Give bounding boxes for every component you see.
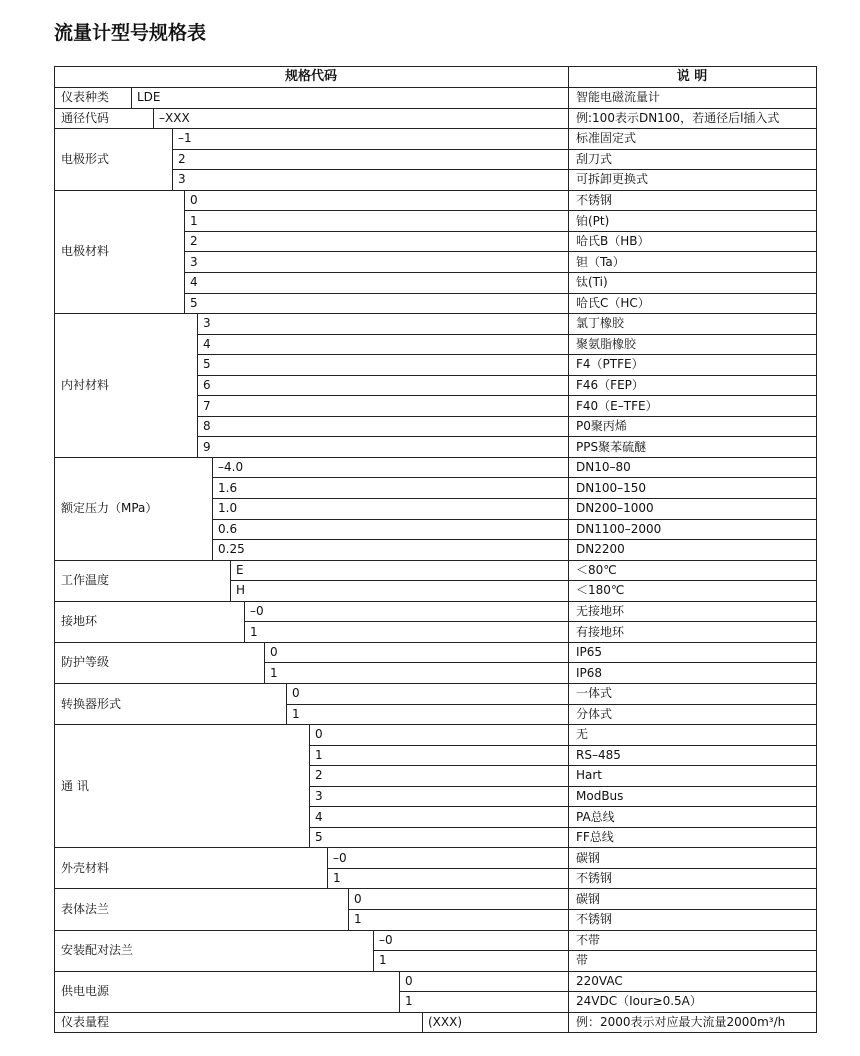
code-cell: 1: [354, 912, 362, 927]
desc-cell: DN1100–2000: [576, 521, 662, 536]
group-step-line: [212, 457, 213, 560]
item-divider: [212, 539, 817, 540]
desc-cell: F4（PTFE）: [576, 357, 644, 372]
desc-cell: IP68: [576, 665, 603, 680]
item-divider: [230, 580, 817, 581]
item-divider: [348, 909, 817, 910]
item-divider: [184, 231, 817, 232]
desc-cell: DN2200: [576, 542, 625, 557]
desc-cell: 220VAC: [576, 973, 623, 988]
header-desc-label: 说 明: [676, 68, 708, 84]
code-cell: 0: [190, 193, 198, 208]
code-cell: (XXX): [428, 1015, 463, 1030]
item-divider: [184, 210, 817, 211]
desc-cell: 钛(Ti): [576, 275, 608, 290]
code-cell: 6: [203, 377, 211, 392]
desc-cell: 不锈钢: [576, 193, 613, 208]
desc-cell: 无: [576, 727, 589, 742]
code-cell: 1.0: [218, 501, 238, 516]
row-step-line: [131, 87, 132, 108]
code-cell: H: [236, 583, 246, 598]
code-cell: –4.0: [218, 460, 244, 475]
code-cell: –0: [333, 850, 347, 865]
group-label: 表体法兰: [61, 902, 110, 916]
item-divider: [212, 519, 817, 520]
code-cell: 1: [190, 213, 198, 228]
code-cell: 3: [178, 172, 186, 187]
code-cell: 5: [190, 295, 198, 310]
group-bottom-line: [54, 560, 817, 561]
item-divider: [197, 416, 817, 417]
code-cell: 1: [379, 953, 387, 968]
code-cell: 1.6: [218, 480, 238, 495]
row-code: LDE: [137, 90, 161, 105]
desc-cell: 氯丁橡胶: [576, 316, 625, 331]
desc-cell: 可拆卸更换式: [576, 172, 649, 187]
code-cell: 0: [405, 973, 413, 988]
code-cell: 1: [292, 706, 300, 721]
code-cell: 1: [250, 624, 258, 639]
row-bottom-line: [54, 128, 817, 129]
desc-cell: 不锈钢: [576, 871, 613, 886]
code-cell: 4: [190, 275, 198, 290]
desc-cell: 刮刀式: [576, 151, 613, 166]
item-divider: [264, 662, 817, 663]
code-cell: 4: [315, 809, 323, 824]
desc-cell: RS–485: [576, 747, 621, 762]
group-label: 额定压力（MPa）: [61, 501, 158, 516]
desc-cell: ＜80℃: [576, 562, 617, 577]
code-cell: 4: [203, 336, 211, 351]
group-step-line: [197, 313, 198, 457]
item-divider: [309, 786, 817, 787]
code-cell: 2: [190, 234, 198, 249]
item-divider: [172, 149, 817, 150]
group-label: 电极形式: [61, 151, 110, 166]
item-divider: [184, 251, 817, 252]
group-bottom-line: [54, 724, 817, 725]
table-border-top: [54, 66, 817, 67]
code-cell: 0: [292, 686, 300, 701]
desc-cell: PPS聚苯硫醚: [576, 439, 647, 454]
desc-cell: 一体式: [576, 686, 613, 701]
desc-cell: DN10–80: [576, 460, 631, 475]
desc-cell: 例：2000表示对应最大流量2000m³/h: [576, 1015, 786, 1030]
desc-cell: 不带: [576, 932, 601, 947]
group-label: 仪表量程: [61, 1015, 110, 1030]
item-divider: [197, 334, 817, 335]
code-cell: 2: [315, 768, 323, 783]
desc-cell: 24VDC（Iour≥0.5A）: [576, 994, 702, 1009]
group-step-line: [422, 1012, 423, 1033]
item-divider: [244, 621, 817, 622]
desc-cell: 无接地环: [576, 604, 625, 619]
code-cell: 5: [203, 357, 211, 372]
code-cell: 1: [270, 665, 278, 680]
code-cell: 0: [270, 645, 278, 660]
item-divider: [172, 169, 817, 170]
row-label: 仪表种类: [61, 90, 110, 105]
item-divider: [309, 765, 817, 766]
row-code: –XXX: [159, 110, 190, 125]
desc-cell: 碳钢: [576, 850, 601, 865]
desc-cell: 铂(Pt): [576, 213, 610, 228]
desc-cell: PA总线: [576, 809, 615, 824]
code-cell: 2: [178, 151, 186, 166]
desc-cell: FF总线: [576, 830, 614, 845]
desc-cell: 哈氏C（HC）: [576, 295, 650, 310]
item-divider: [212, 498, 817, 499]
desc-cell: 标准固定式: [576, 131, 637, 146]
group-bottom-line: [54, 971, 817, 972]
code-cell: 7: [203, 398, 211, 413]
group-label: 转换器形式: [61, 696, 122, 711]
item-divider: [184, 293, 817, 294]
group-bottom-line: [54, 683, 817, 684]
group-label: 防护等级: [61, 655, 110, 670]
item-divider: [286, 704, 817, 705]
header-code-label: 规格代码: [284, 68, 337, 84]
group-label: 接地环: [61, 614, 98, 629]
code-cell: 0: [354, 891, 362, 906]
item-divider: [197, 436, 817, 437]
item-divider: [327, 868, 817, 869]
desc-cell: F46（FEP）: [576, 377, 644, 392]
item-divider: [184, 272, 817, 273]
row-step-line: [153, 108, 154, 129]
group-label: 电极材料: [61, 244, 110, 259]
group-label: 外壳材料: [61, 860, 110, 875]
item-divider: [309, 745, 817, 746]
desc-cell: DN200–1000: [576, 501, 654, 516]
group-label: 供电电源: [61, 984, 110, 999]
group-bottom-line: [54, 313, 817, 314]
code-cell: 9: [203, 439, 211, 454]
desc-cell: DN100–150: [576, 480, 647, 495]
page-title: 流量计型号规格表: [54, 22, 207, 44]
desc-cell: 钽（Ta）: [576, 254, 625, 269]
code-cell: 3: [190, 254, 198, 269]
code-cell: E: [236, 562, 244, 577]
group-bottom-line: [54, 1032, 817, 1033]
code-cell: –0: [250, 604, 264, 619]
desc-cell: 哈氏B（HB）: [576, 234, 650, 249]
code-cell: 8: [203, 419, 211, 434]
desc-cell: F40（E–TFE）: [576, 398, 658, 413]
item-divider: [373, 950, 817, 951]
code-cell: 5: [315, 830, 323, 845]
item-divider: [197, 395, 817, 396]
desc-cell: Hart: [576, 768, 603, 783]
desc-cell: 分体式: [576, 706, 613, 721]
group-bottom-line: [54, 888, 817, 889]
group-step-line: [172, 128, 173, 190]
row-bottom-line: [54, 108, 817, 109]
desc-cell: 聚氨脂橡胶: [576, 336, 637, 351]
group-bottom-line: [54, 190, 817, 191]
group-label: 工作温度: [61, 573, 110, 588]
group-bottom-line: [54, 1012, 817, 1013]
desc-cell: 不锈钢: [576, 912, 613, 927]
row-desc: 智能电磁流量计: [576, 90, 661, 105]
item-divider: [197, 375, 817, 376]
group-label: 内衬材料: [61, 377, 110, 392]
code-cell: 1: [405, 994, 413, 1009]
group-bottom-line: [54, 930, 817, 931]
row-label: 通径代码: [61, 110, 110, 125]
code-cell: 0.25: [218, 542, 245, 557]
code-cell: 3: [315, 788, 323, 803]
item-divider: [197, 354, 817, 355]
row-desc: 例:100表示DN100，若通径后l插入式: [576, 110, 780, 125]
header-bottom-line: [54, 87, 817, 88]
code-cell: –0: [379, 932, 393, 947]
desc-cell: P0聚丙烯: [576, 419, 627, 434]
item-divider: [309, 806, 817, 807]
item-divider: [309, 827, 817, 828]
desc-cell: ModBus: [576, 788, 624, 803]
code-cell: –1: [178, 131, 192, 146]
desc-cell: IP65: [576, 645, 603, 660]
desc-cell: 有接地环: [576, 624, 625, 639]
code-cell: 1: [315, 747, 323, 762]
group-bottom-line: [54, 457, 817, 458]
group-bottom-line: [54, 642, 817, 643]
desc-cell: ＜180℃: [576, 583, 625, 598]
item-divider: [399, 991, 817, 992]
group-label: 通 讯: [61, 778, 89, 793]
group-label: 安装配对法兰: [61, 943, 134, 958]
code-cell: 0.6: [218, 521, 238, 536]
group-bottom-line: [54, 847, 817, 848]
group-bottom-line: [54, 601, 817, 602]
desc-cell: 碳钢: [576, 891, 601, 906]
code-cell: 0: [315, 727, 323, 742]
code-cell: 3: [203, 316, 211, 331]
item-divider: [212, 477, 817, 478]
desc-cell: 带: [576, 953, 589, 968]
code-cell: 1: [333, 871, 341, 886]
